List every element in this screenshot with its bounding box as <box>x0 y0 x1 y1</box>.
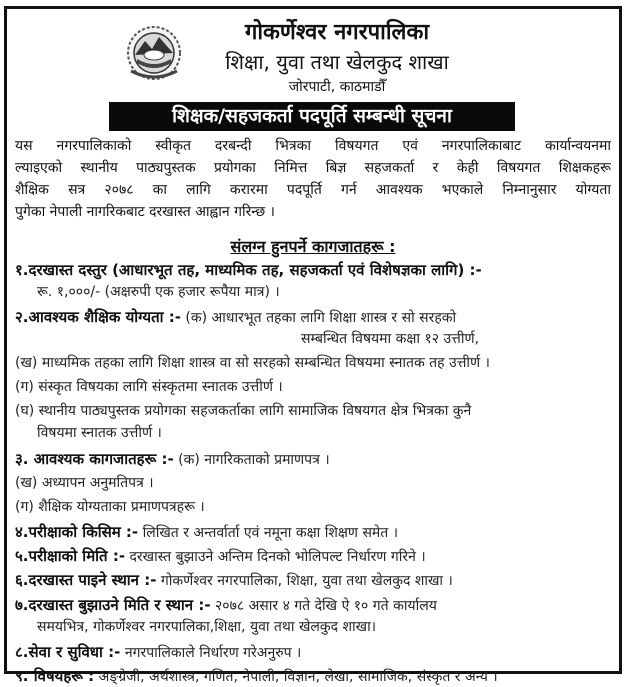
address: जोरपाटी, काठमाडौँ <box>288 79 386 95</box>
item-text: नगरपालिकाले निर्धारण गरेअनुरुप । <box>124 645 302 661</box>
item-form-location <box>15 569 613 591</box>
intro-paragraph <box>15 135 611 223</box>
item-label: ७.दरखास्त बुझाउने मिति र स्थान :- <box>15 596 211 614</box>
org-name: गोकर्णेश्वर नगरपालिका <box>244 20 430 45</box>
item-qualification-ga <box>15 376 613 398</box>
item-label: ६.दरखास्त पाइने स्थान :- <box>15 571 157 589</box>
intro-line: ल्याइएको स्थानीय पाठ्यपुस्तक प्रयोगका निमित्त बिज्ञ सहजकर्ता र केही विषयगत शिक्षकहरू <box>15 160 611 176</box>
item-text: (ग) शैक्षिक योग्यताका प्रमाणपत्रहरू । <box>15 499 205 515</box>
intro-line: शैक्षिक सत्र २०७८ का लागि करारमा पदपूर्ति गर्न आवश्यक भएकाले निम्नानुसार योग्यता <box>15 182 611 198</box>
item-label: ३. आवश्यक कागजातहरू :- <box>15 450 174 468</box>
item-text: अङ्ग्रेजी, अर्थशास्त्र, गणित, नेपाली, विज्ञान, लेखा, सामाजिक, संस्कृत र अन्य । <box>98 669 498 685</box>
item-text: सम्बन्धित विषयमा कक्षा १२ उत्तीर्ण, <box>301 331 480 347</box>
attachments-heading-text: संलग्न हुनपर्ने कागजातहरू : <box>230 237 396 256</box>
item-text: (घ) स्थानीय पाठ्यपुस्तक प्रयोगका सहजकर्ताका लागि सामाजिक विषयगत क्षेत्र भित्रका कुनै <box>15 403 472 419</box>
government-emblem-icon <box>125 25 183 85</box>
item-label: ४.परीक्षाको किसिम :- <box>15 523 139 541</box>
item-text: (ख) माध्यमिक तहका लागि शिक्षा शास्त्र वा सो सरहको सम्बन्धित विषयमा स्नातक तह उत्तीर्ण । <box>15 355 490 371</box>
item-qualification-ka-cont <box>15 328 613 350</box>
item-text: २०७८ असार ४ गते देखि ऐ १० गते कार्यालय <box>215 598 437 614</box>
item-submission <box>15 594 613 616</box>
item-documents-kha <box>15 472 613 494</box>
item-benefits <box>15 641 613 663</box>
intro-line: यस नगरपालिकाको स्वीकृत दरबन्दी भित्रका विषयगत एवं नगरपालिकाबाट कार्यान्वयनमा <box>15 138 611 154</box>
item-label: ९. विषयहरू : <box>15 667 95 685</box>
item-qualification-gha <box>15 400 613 422</box>
item-exam-type <box>15 521 613 543</box>
notice-frame <box>4 6 622 685</box>
item-text: रू. १,०००/- (अक्षरुपी एक हजार रूपैया मात्र) । <box>37 284 280 300</box>
item-documents <box>15 448 613 470</box>
intro-line: पुगेका नेपाली नागरिकबाट दरखास्त आह्वान गरिन्छ । <box>15 204 275 220</box>
notice-header <box>7 9 619 101</box>
item-label: ८.सेवा र सुविधा :- <box>15 643 121 661</box>
item-text: (क) आधारभूत तहका लागि शिक्षा शास्त्र र सो सरहको <box>185 310 457 326</box>
attachments-heading <box>7 235 619 259</box>
item-text: (ख) अध्यापन अनुमतिपत्र । <box>15 475 154 491</box>
item-fee <box>15 259 613 281</box>
item-label: २.आवश्यक शैक्षिक योग्यता :- <box>15 308 181 326</box>
item-text: समयभित्र, गोकर्णेश्वर नगरपालिका,शिक्षा, युवा तथा खेलकुद शाखा। <box>37 619 377 635</box>
item-text: दरखास्त बुझाउने अन्तिम दिनको भोलिपल्ट निर्धारण गरिने । <box>129 549 426 565</box>
item-text: (ग) संस्कृत विषयका लागि संस्कृतमा स्नातक उत्तीर्ण । <box>15 379 283 395</box>
item-label: १.दरखास्त दस्तुर (आधारभूत तह, माध्यमिक तह, सहजकर्ता एवं विशेषज्ञका लागि) :- <box>15 261 482 279</box>
item-exam-date <box>15 545 613 567</box>
item-qualification-kha <box>15 352 613 374</box>
item-text: (क) नागरिकताको प्रमाणपत्र । <box>178 452 330 468</box>
item-text: लिखित र अन्तर्वार्ता एवं नमूना कक्षा शिक्षण समेत । <box>142 525 399 541</box>
item-subjects <box>15 665 613 687</box>
item-submission-cont <box>15 616 613 638</box>
branch-name: शिक्षा, युवा तथा खेलकुद शाखा <box>225 50 449 74</box>
item-text: विषयमा स्नातक उत्तीर्ण । <box>37 425 162 441</box>
item-qualification <box>15 306 613 328</box>
item-qualification-gha-cont <box>15 422 613 444</box>
item-text: गोकर्णेश्वर नगरपालिका, शिक्षा, युवा तथा खेलकुद शाखा । <box>160 573 453 589</box>
notice-title: शिक्षक/सहजकर्ता पदपूर्ति सम्बन्धी सूचना <box>109 102 515 131</box>
item-documents-ga <box>15 496 613 518</box>
item-label: ५.परीक्षाको मिति :- <box>15 547 126 565</box>
item-fee-amount <box>15 281 613 303</box>
